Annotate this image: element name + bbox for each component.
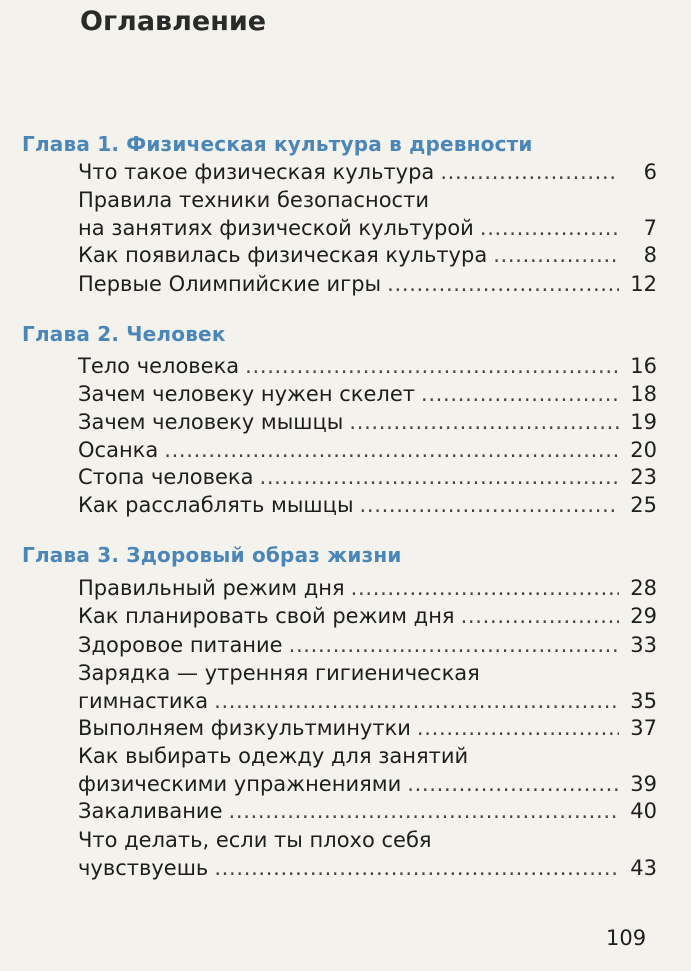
- toc-entry: [78, 380, 657, 408]
- toc-entry-text: Как расслаблять мышцы: [78, 493, 354, 517]
- dot-leader: [245, 352, 619, 380]
- dot-leader: [480, 214, 619, 242]
- toc-page-number: 33: [630, 633, 657, 657]
- dot-leader: [360, 491, 619, 519]
- dot-leader: [440, 158, 619, 186]
- toc-entry-text: Правильный режим дня: [78, 576, 345, 600]
- toc-entry-text: физическими упражнениями: [78, 772, 402, 796]
- toc-entry-text: Как появилась физическая культура: [78, 243, 488, 267]
- toc-entry-text: на занятиях физической культурой: [78, 216, 474, 240]
- toc-entry: [78, 826, 657, 882]
- toc-page-number: 8: [643, 243, 657, 267]
- toc-entry: [78, 659, 657, 715]
- toc-entry-text: Осанка: [78, 438, 159, 462]
- dot-leader: [214, 687, 619, 715]
- toc-entry: [78, 158, 657, 186]
- toc-entry-text: Первые Олимпийские игры: [78, 272, 382, 296]
- toc-entry-text: Здоровое питание: [78, 633, 283, 657]
- toc-page-number: 23: [630, 465, 657, 489]
- toc-entry: [78, 797, 657, 825]
- toc-page-number: 20: [630, 438, 657, 462]
- toc-entry: [78, 574, 657, 602]
- toc-entry: [78, 436, 657, 464]
- toc-entry-text: Что такое физическая культура: [78, 160, 435, 184]
- toc-entry: [78, 352, 657, 380]
- dot-leader: [387, 270, 619, 298]
- toc-page-number: 29: [630, 604, 657, 628]
- toc-page-number: 37: [630, 716, 657, 740]
- toc-page-number: 6: [643, 160, 657, 184]
- toc-entry: [78, 742, 657, 798]
- toc-page-number: 19: [630, 410, 657, 434]
- toc-entry: [78, 491, 657, 519]
- dot-leader: [351, 574, 619, 602]
- toc-entry-text: Стопа человека: [78, 465, 254, 489]
- dot-leader: [349, 408, 619, 436]
- toc-entry-text: Что делать, если ты плохо себя: [78, 828, 432, 852]
- toc-entry-text: чувствуешь: [78, 856, 209, 880]
- chapter-3-title: Глава 3. Здоровый образ жизни: [22, 543, 402, 567]
- dot-leader: [229, 797, 620, 825]
- toc-entry: [78, 463, 657, 491]
- dot-leader: [461, 602, 619, 630]
- page-number: 109: [606, 926, 647, 950]
- toc-page-number: 7: [643, 216, 657, 240]
- toc-page-number: 28: [630, 576, 657, 600]
- chapter-2-title: Глава 2. Человек: [22, 322, 226, 346]
- toc-page-number: 25: [630, 493, 657, 517]
- toc-page-number: 12: [630, 272, 657, 296]
- dot-leader: [214, 854, 619, 882]
- dot-leader: [417, 714, 619, 742]
- toc-entry-text: Как планировать свой режим дня: [78, 604, 455, 628]
- dot-leader: [493, 241, 619, 269]
- toc-entry-text: Зачем человеку мышцы: [78, 410, 344, 434]
- toc-entry-text: гимнастика: [78, 689, 209, 713]
- toc-page-number: 35: [630, 689, 657, 713]
- toc-entry-text: Зарядка — утренняя гигиеническая: [78, 661, 480, 685]
- dot-leader: [407, 770, 619, 798]
- toc-entry-text: Зачем человеку нужен скелет: [78, 382, 415, 406]
- toc-page-number: 40: [630, 799, 657, 823]
- page-title: Оглавление: [80, 6, 267, 37]
- dot-leader: [421, 380, 619, 408]
- toc-page-number: 18: [630, 382, 657, 406]
- toc-entry-text: Закаливание: [78, 799, 223, 823]
- toc-page-number: 39: [630, 772, 657, 796]
- toc-entry: [78, 270, 657, 298]
- dot-leader: [164, 436, 619, 464]
- toc-page-number: 16: [630, 354, 657, 378]
- toc-entry-text: Как выбирать одежду для занятий: [78, 744, 469, 768]
- toc-entry-text: Выполняем физкультминутки: [78, 716, 411, 740]
- toc-entry: [78, 631, 657, 659]
- toc-page-number: 43: [630, 856, 657, 880]
- chapter-1-title: Глава 1. Физическая культура в древности: [22, 132, 533, 156]
- toc-entry-text: Правила техники безопасности: [78, 188, 429, 212]
- toc-entry: [78, 714, 657, 742]
- toc-entry: [78, 602, 657, 630]
- dot-leader: [289, 631, 619, 659]
- toc-entry: [78, 186, 657, 242]
- dot-leader: [259, 463, 619, 491]
- toc-entry: [78, 241, 657, 269]
- toc-entry: [78, 408, 657, 436]
- toc-entry-text: Тело человека: [78, 354, 240, 378]
